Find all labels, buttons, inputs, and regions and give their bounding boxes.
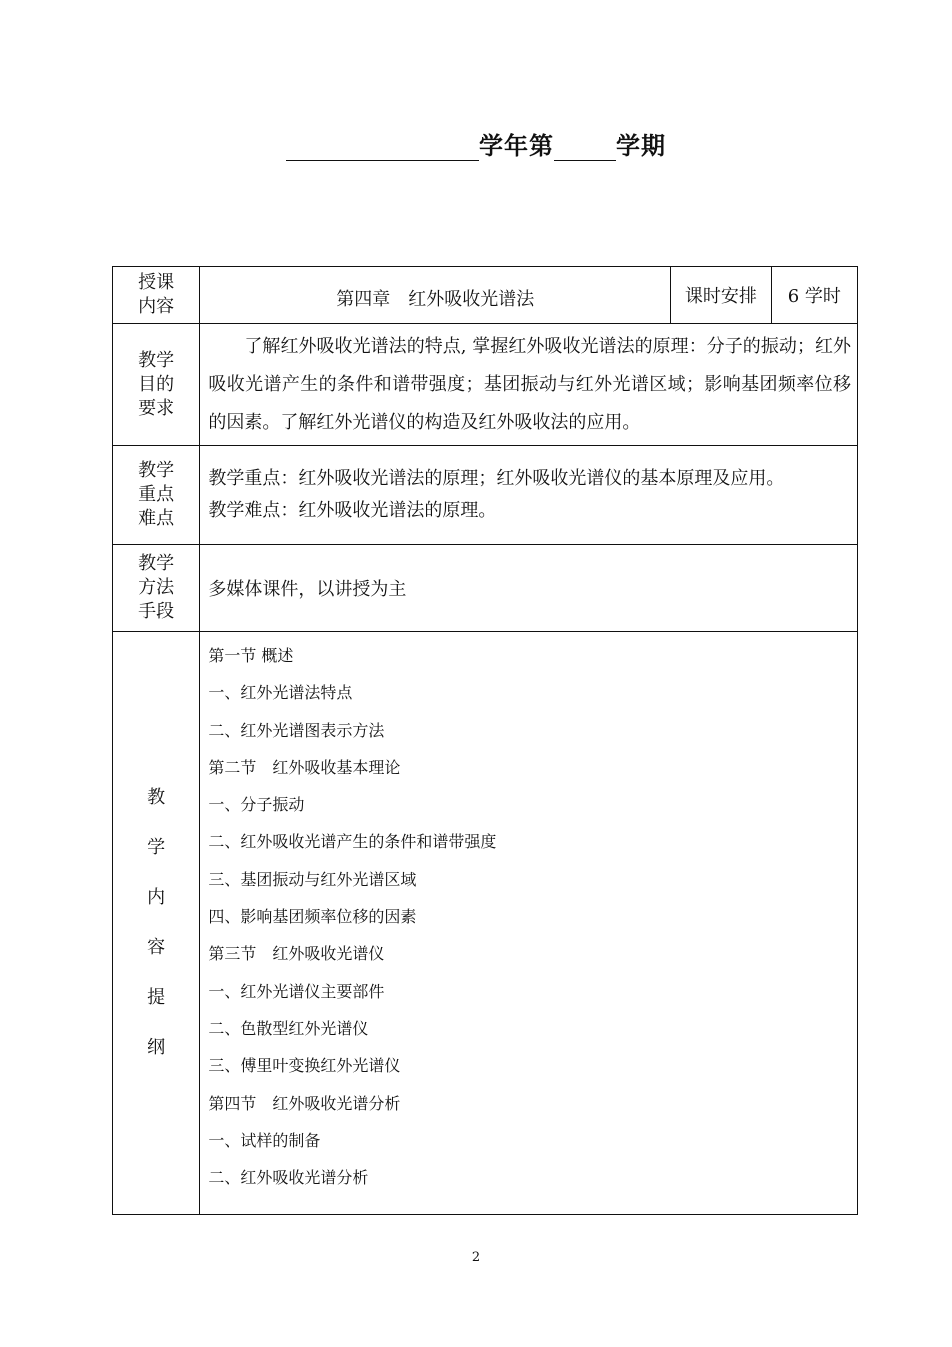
keypoints-row (113, 446, 858, 545)
outline-item: 一、红外光谱仪主要部件 (208, 981, 385, 1001)
goals-cell (200, 324, 858, 446)
difficulty-text: 教学难点：红外吸收光谱法的原理。 (208, 500, 497, 521)
outline-item: 三、基团振动与红外光谱区域 (208, 869, 417, 889)
term-suffix: 学期 (616, 131, 666, 160)
goals-row (113, 324, 858, 446)
outline-item: 一、红外光谱法特点 (208, 683, 353, 703)
hours-label: 课时安排 (671, 267, 771, 324)
outline-item: 一、试样的制备 (208, 1130, 321, 1150)
course-row (113, 267, 858, 324)
page-number: 2 (471, 1250, 481, 1265)
outline-item: 二、红外光谱图表示方法 (208, 720, 385, 740)
keypoints-label: 教学 重点 难点 (113, 446, 200, 545)
year-suffix: 学年第 (479, 131, 554, 160)
goals-text: 了解红外吸收光谱法的特点, 掌握红外吸收光谱法的原理：分子的振动；红外吸收光谱产生的条件和谱带强度；基团振动与红外光谱区域；影响基团频率位移的因素。了解红外光谱仪的构造及红外吸收法的应用。 (208, 335, 851, 433)
method-text: 多媒体课件，以讲授为主 (200, 545, 858, 632)
outline-item: 二、红外吸收光谱产生的条件和谱带强度 (208, 832, 497, 852)
outline-list (200, 632, 858, 1215)
outline-item: 第四节 红外吸收光谱分析 (208, 1093, 401, 1113)
outline-item: 二、红外吸收光谱分析 (208, 1168, 369, 1188)
outline-item: 二、色散型红外光谱仪 (208, 1018, 369, 1038)
outline-item: 第二节 红外吸收基本理论 (208, 757, 401, 777)
course-label: 授课 内容 (113, 267, 200, 324)
outline-item: 第三节 红外吸收光谱仪 (208, 944, 385, 964)
keypoints-cell (200, 446, 858, 545)
academic-year-blank (286, 132, 479, 161)
hours-value: 6 学时 (771, 267, 857, 324)
outline-item: 一、分子振动 (208, 795, 305, 815)
outline-row (113, 632, 858, 1215)
term-number-blank (554, 132, 616, 161)
method-label: 教学 方法 手段 (113, 545, 200, 632)
outline-item: 三、傅里叶变换红外光谱仪 (208, 1056, 401, 1076)
method-row (113, 545, 858, 632)
outline-item: 第一节 概述 (208, 646, 294, 665)
course-topic: 第四章 红外吸收光谱法 (200, 267, 671, 324)
page-title (0, 126, 952, 161)
goals-label: 教学 目的 要求 (113, 324, 200, 446)
teaching-plan-table (112, 266, 858, 1215)
keypoint-text: 教学重点：红外吸收光谱法的原理；红外吸收光谱仪的基本原理及应用。 (208, 468, 785, 489)
outline-label: 教 学 内 容 提 纲 (113, 632, 200, 1215)
outline-item: 四、影响基团频率位移的因素 (208, 907, 417, 927)
